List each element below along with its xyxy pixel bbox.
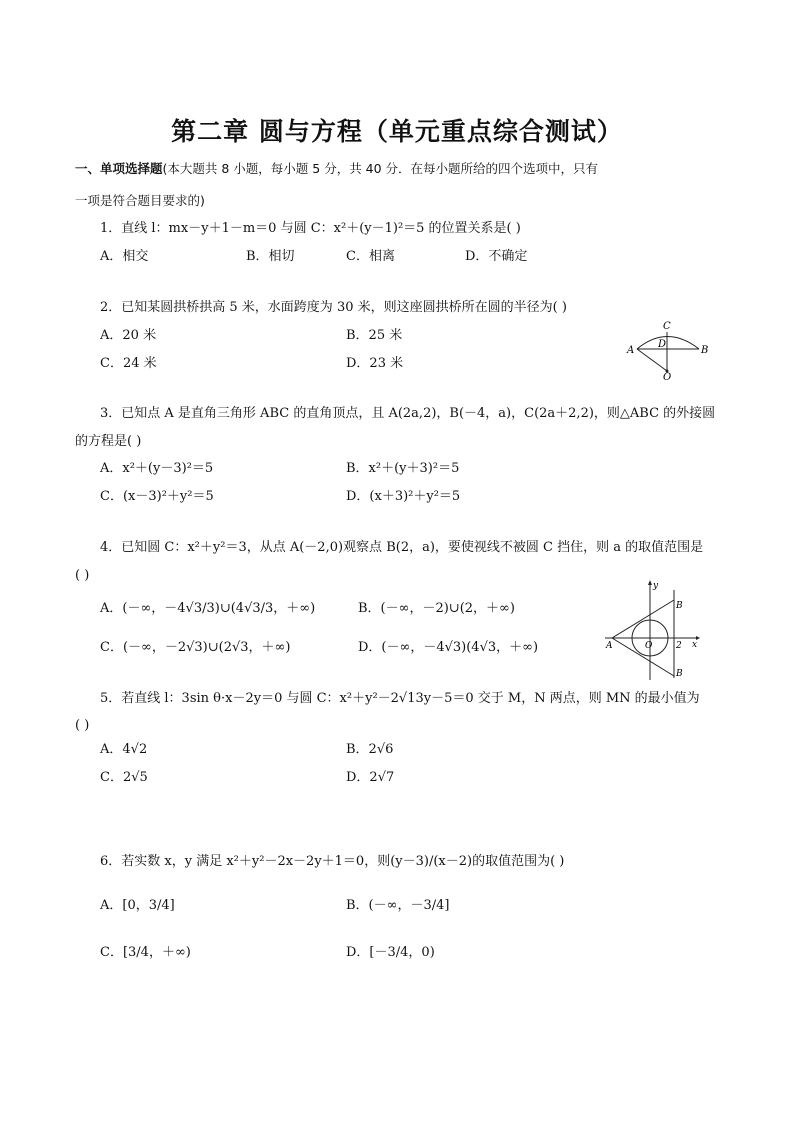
question-5-option-b: B．2√6 bbox=[346, 742, 394, 757]
question-6-option-d: D．[－3/4，0) bbox=[346, 945, 435, 960]
question-2-option-a: A．20 米 bbox=[100, 328, 157, 343]
question-5-option-d: D．2√7 bbox=[346, 770, 395, 785]
question-2-stem: 2．已知某圆拱桥拱高 5 米，水面跨度为 30 米，则这座圆拱桥所在圆的半径为( ) bbox=[100, 300, 567, 315]
label-c: C bbox=[663, 321, 671, 332]
question-5-option-c: C．2√5 bbox=[100, 770, 148, 785]
radius-ao bbox=[637, 349, 667, 371]
section-heading: 单项选择题 bbox=[100, 161, 163, 176]
question-1-stem: 1．直线 l：mx－y＋1－m＝0 与圆 C：x²＋(y－1)²＝5 的位置关系是( ) bbox=[100, 221, 521, 236]
question-4-option-d: D．(－∞，－4√3)(4√3，＋∞) bbox=[358, 640, 539, 655]
label-a: A bbox=[606, 641, 613, 651]
question-1-option-d: D．不确定 bbox=[465, 249, 528, 264]
tangent-lower bbox=[612, 638, 674, 676]
arch-curve bbox=[637, 337, 699, 350]
question-4-option-c: C．(－∞，－2√3)∪(2√3，＋∞) bbox=[100, 640, 291, 655]
question-5-option-a: A．4√2 bbox=[100, 742, 148, 757]
question-3-option-d: D．(x＋3)²＋y²＝5 bbox=[346, 489, 461, 504]
section-number: 一、 bbox=[75, 161, 101, 176]
question-4-option-b: B．(－∞，－2)∪(2，＋∞) bbox=[358, 601, 515, 616]
question-2-option-b: B．25 米 bbox=[346, 328, 403, 343]
question-3-option-b: B．x²＋(y＋3)²＝5 bbox=[346, 461, 460, 476]
view-circle-figure bbox=[600, 580, 700, 680]
label-o: O bbox=[645, 641, 653, 651]
tangent-upper bbox=[612, 600, 674, 638]
question-5-stem-line2: ( ) bbox=[75, 718, 90, 733]
question-3-stem-line2: 的方程是( ) bbox=[75, 434, 142, 449]
question-4-option-a: A．(－∞，－4√3/3)∪(4√3/3，＋∞) bbox=[100, 601, 316, 616]
question-4-stem-line1: 4．已知圆 C：x²＋y²＝3，从点 A(－2,0)观察点 B(2，a)，要使视线不被圆 C 挡住，则 a 的取值范围是 bbox=[100, 540, 704, 555]
question-6-option-c: C．[3/4，＋∞) bbox=[100, 945, 191, 960]
label-y: y bbox=[653, 581, 659, 591]
label-b: B bbox=[701, 345, 709, 356]
question-2-option-d: D．23 米 bbox=[346, 356, 404, 371]
label-d: D bbox=[658, 339, 667, 350]
label-a: A bbox=[627, 345, 635, 356]
y-axis-arrow bbox=[648, 580, 652, 585]
section-desc: (本大题共 8 小题，每小题 5 分，共 40 分．在每小题所给的四个选项中，只有 bbox=[162, 161, 599, 176]
label-x: x bbox=[692, 640, 698, 650]
question-3-option-c: C．(x－3)²＋y²＝5 bbox=[100, 489, 214, 504]
section-instructions-line1 bbox=[75, 160, 598, 178]
question-2-option-c: C．24 米 bbox=[100, 356, 157, 371]
page-title: 第二章 圆与方程（单元重点综合测试） bbox=[171, 117, 623, 146]
section-instructions-line2: 一项是符合题目要求的) bbox=[75, 193, 205, 208]
question-4-stem-line2: ( ) bbox=[75, 568, 90, 583]
question-1-option-c: C．相离 bbox=[346, 249, 395, 264]
question-6-option-b: B．(－∞，－3/4] bbox=[346, 898, 450, 913]
question-6-stem: 6．若实数 x，y 满足 x²＋y²－2x－2y＋1＝0，则(y－3)/(x－2)的取值范围为( ) bbox=[100, 854, 565, 869]
label-o: O bbox=[663, 372, 672, 380]
label-b-upper: B bbox=[676, 601, 683, 611]
arch-bridge-figure bbox=[625, 320, 715, 380]
question-3-stem-line1: 3．已知点 A 是直角三角形 ABC 的直角顶点，且 A(2a,2)，B(－4，a)，C(2a＋2,2)，则△ABC 的外接圆 bbox=[100, 406, 716, 421]
question-3-option-a: A．x²＋(y－3)²＝5 bbox=[100, 461, 214, 476]
question-1-option-b: B．相切 bbox=[246, 249, 295, 264]
question-1-option-a: A．相交 bbox=[100, 249, 149, 264]
label-b-lower: B bbox=[676, 669, 683, 679]
question-5-stem-line1: 5．若直线 l：3sin θ·x－2y＝0 与圆 C：x²＋y²－2√13y－5＝0 交于 M，N 两点，则 MN 的最小值为 bbox=[100, 691, 700, 706]
label-2: 2 bbox=[676, 641, 682, 651]
question-6-option-a: A．[0，3/4] bbox=[100, 898, 175, 913]
